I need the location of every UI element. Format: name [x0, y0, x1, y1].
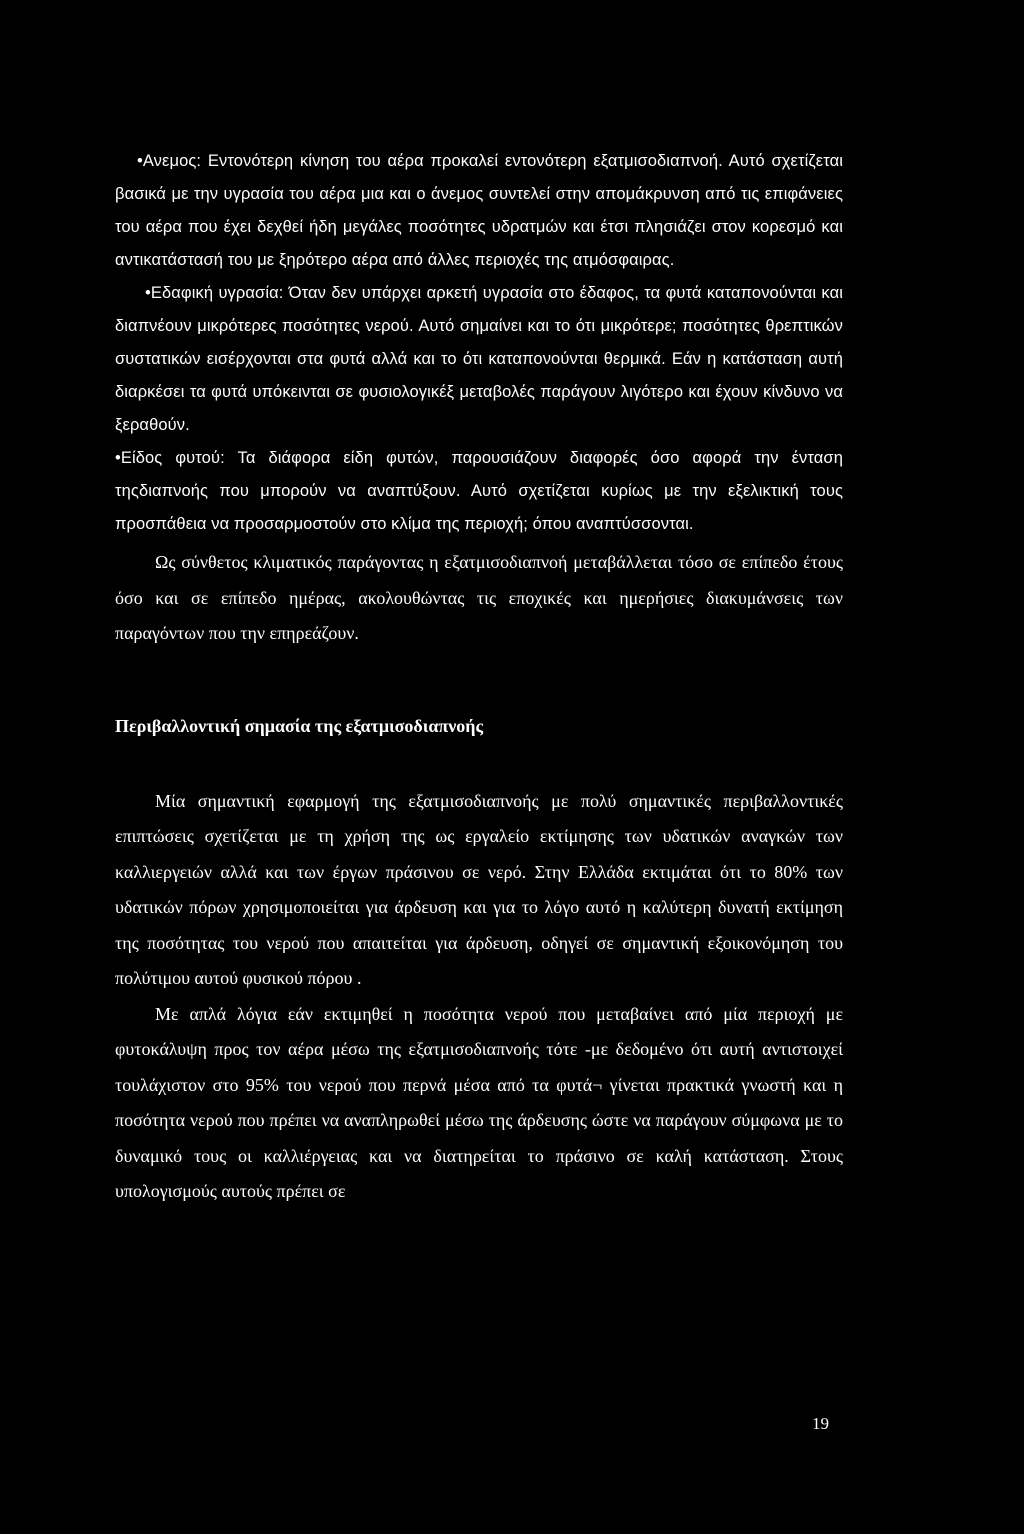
section-heading: Περιβαλλοντική σημασία της εξατμισοδιαπνοής — [115, 715, 484, 736]
paragraph-application: Μία σημαντική εφαρμογή της εξατμισοδιαπνοής με πολύ σημαντικές περιβαλλοντικές επιπτώσεις σχετίζεται με τη χρήση της ως εργαλείο εκτίμησης των υδατικών αναγκών των καλλιεργειών αλλά και των έργων πράσινου σε νερό. Στην Ελλάδα εκτιμάται ότι το 80% των υδατικών πόρων χρησιμοποιείται για άρδευση και για το λόγο αυτό η καλύτερη δυνατή εκτίμηση της ποσότητας του νερού που απαιτείται για άρδευση, οδηγεί σε σημαντική εξοικονόμηση του πολύτιμου αυτού φυσικού πόρου . — [115, 790, 843, 988]
page-number: 19 — [812, 1414, 829, 1433]
paragraph-wind: •Ανεμος: Εντονότερη κίνηση του αέρα προκαλεί εντονότερη εξατμισοδιαπνοή. Αυτό σχετίζεται βασικά με την υγρασία του αέρα μια και ο άνεμος συντελεί στην απομάκρυνση από τις επιφάνειες του αέρα που έχει δεχθεί ήδη μεγάλες ποσότητες υδρατμών και έτσι πλησιάζει στον κορεσμό και αντικατάστασή του με ξηρότερο αέρα από άλλες περιοχές της ατμόσφαιρας. — [115, 152, 843, 269]
paragraph-plant-type: •Είδος φυτού: Τα διάφορα είδη φυτών, παρουσιάζουν διαφορές όσο αφορά την ένταση τηςδιαπνοής που μπορούν να αναπτύξουν. Αυτό σχετίζεται κυρίως με την εξελικτική τους προσπάθεια να προσαρμοστούν στο κλίμα της περιοχή; όπου αναπτύσσονται. — [115, 449, 843, 533]
paragraph-soil-moisture: •Εδαφική υγρασία: Όταν δεν υπάρχει αρκετή υγρασία στο έδαφος, τα φυτά καταπονούνται και διαπνέουν μικρότερες ποσότητες νερού. Αυτό σημαίνει και το ότι μικρότερε; ποσότητες θρεπτικών συστατικών εισέρχονται στα φυτά αλλά και το ότι καταπονούνται θερμικά. Εάν η κατάσταση αυτή διαρκέσει τα φυτά υπόκεινται σε φυσιολογικέξ μεταβολές παράγουν λιγότερο και έχουν κίνδυνο να ξεραθούν. — [115, 284, 843, 434]
paragraph-simple-words: Με απλά λόγια εάν εκτιμηθεί η ποσότητα νερού που μεταβαίνει από μία περιοχή με φυτοκάλυψη προς τον αέρα μέσω της εξατμισοδιαπνοής τότε -με δεδομένο ότι αυτή αντιστοιχεί τουλάχιστον στο 95% του νερού που περνά μέσα από τα φυτά¬ γίνεται πρακτικά γνωστή και η ποσότητα νερού που πρέπει να αναπληρωθεί μέσω της άρδευσης ώστε να παράγουν σύμφωνα με το δυναμικό τους οι καλλιέργειας και να διατηρείται το πράσινο σε καλή κατάσταση. Στους υπολογισμούς αυτούς πρέπει σε — [115, 1003, 843, 1201]
page-content — [115, 145, 843, 1210]
paragraph-composite-factor: Ως σύνθετος κλιματικός παράγοντας η εξατμισοδιαπνοή μεταβάλλεται τόσο σε επίπεδο έτους όσο και σε επίπεδο ημέρας, ακολουθώντας τις εποχικές και ημερήσιες διακυμάνσεις των παραγόντων που την επηρεάζουν. — [115, 552, 843, 643]
